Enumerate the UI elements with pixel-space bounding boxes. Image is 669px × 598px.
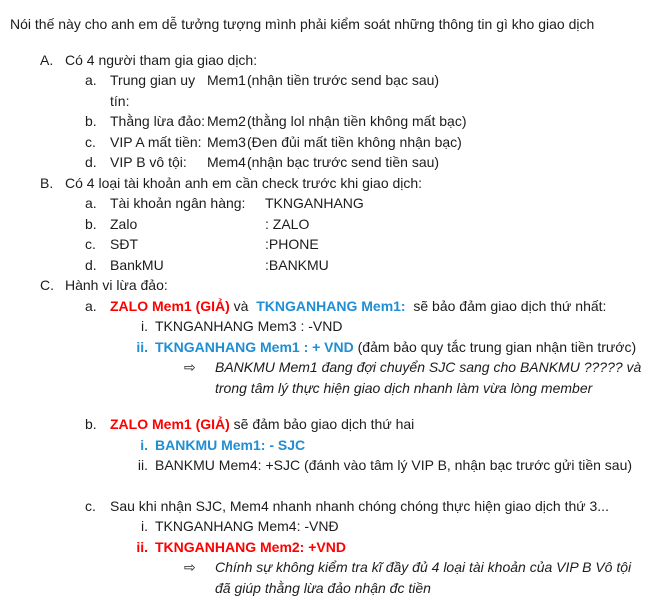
transaction-line-highlight: BANKMU Mem1: - SJC bbox=[155, 436, 306, 453]
list-item bbox=[0, 255, 669, 276]
list-marker: c. bbox=[85, 133, 96, 150]
item-note: (nhận bạc trước send tiền sau) bbox=[247, 154, 440, 170]
callout bbox=[0, 557, 669, 598]
list-marker: d. bbox=[85, 256, 97, 273]
list-marker: a. bbox=[85, 72, 97, 88]
heading-text: Sau khi nhận SJC, Mem4 nhanh nhanh chóng chóng thực hiện giao dịch thứ 3... bbox=[110, 497, 609, 514]
list-marker: b. bbox=[85, 113, 97, 129]
zalo-fake-label: ZALO Mem1 (GIẢ) bbox=[110, 416, 230, 432]
list-marker: a. bbox=[85, 195, 97, 211]
list-marker: c. bbox=[85, 236, 96, 252]
account-value: TKNGANHANG bbox=[265, 195, 364, 211]
list-marker: A. bbox=[40, 51, 54, 68]
list-marker: i. bbox=[141, 518, 148, 534]
item-label: Trung gian uy tín: bbox=[110, 72, 199, 109]
section-c-heading bbox=[0, 275, 669, 296]
callout-text: BANKMU Mem1 đang đợi chuyển SJC sang cho BANKMU ????? và trong tâm lý thực hiện giao dịch nhanh làm vừa lòng member bbox=[215, 359, 646, 396]
list-item bbox=[0, 234, 669, 255]
section-title: Có 4 loại tài khoản anh em cần check trước khi giao dịch: bbox=[65, 174, 423, 191]
list-marker: b. bbox=[85, 416, 97, 432]
callout bbox=[0, 357, 669, 398]
list-marker: ii. bbox=[136, 338, 148, 355]
list-marker: c. bbox=[85, 497, 96, 514]
item-member: Mem3 bbox=[207, 133, 246, 150]
list-marker: ii. bbox=[136, 538, 148, 555]
sub-item bbox=[0, 516, 669, 537]
fraud-step-b bbox=[0, 414, 669, 435]
zalo-fake-label: ZALO Mem1 (GIẢ) bbox=[110, 297, 230, 314]
account-value: : ZALO bbox=[265, 215, 310, 232]
section-a-heading bbox=[0, 50, 669, 71]
sub-item bbox=[0, 537, 669, 558]
section-title: Có 4 người tham gia giao dịch: bbox=[65, 51, 258, 68]
section-b-heading bbox=[0, 173, 669, 194]
sub-item bbox=[0, 316, 669, 337]
list-marker: b. bbox=[85, 215, 97, 232]
fraud-step-c bbox=[0, 496, 669, 517]
item-note: (Đen đủi mất tiền không nhận bạc) bbox=[247, 133, 462, 150]
connector-text: và bbox=[229, 297, 257, 314]
item-label: VIP A mất tiền: bbox=[110, 133, 202, 150]
transaction-line: BANKMU Mem4: +SJC (đánh vào tâm lý VIP B, nhận bạc trước gửi tiền sau) bbox=[155, 457, 633, 473]
right-arrow-icon: ⇨ bbox=[184, 559, 196, 575]
item-note: (thằng lol nhận tiền không mất bạc) bbox=[247, 113, 467, 129]
transaction-line: TKNGANHANG Mem4: -VNĐ bbox=[155, 518, 339, 534]
transaction-line: TKNGANHANG Mem3 : -VND bbox=[155, 318, 343, 334]
sub-item bbox=[0, 455, 669, 476]
account-label: Tài khoản ngân hàng: bbox=[110, 195, 246, 211]
heading-rest: sẽ đảm bảo giao dịch thứ hai bbox=[229, 416, 415, 432]
item-member: Mem1 bbox=[207, 72, 246, 88]
list-marker: i. bbox=[140, 436, 148, 453]
intro-paragraph: Nói thế này cho anh em dễ tưởng tượng mình phải kiểm soát những thông tin gì kho giao dịch bbox=[10, 16, 595, 32]
sub-item bbox=[0, 435, 669, 456]
item-label: VIP B vô tội: bbox=[110, 154, 187, 170]
tknganhang-label: TKNGANHANG Mem1: bbox=[256, 297, 406, 314]
list-item bbox=[0, 193, 669, 214]
list-marker: C. bbox=[40, 277, 54, 293]
account-value: :PHONE bbox=[265, 236, 319, 252]
transaction-line-highlight: TKNGANHANG Mem1 : + VND bbox=[155, 338, 358, 355]
fraud-step-a bbox=[0, 296, 669, 317]
list-item bbox=[0, 70, 669, 111]
sub-item bbox=[0, 337, 669, 358]
account-label: BankMU bbox=[110, 256, 164, 273]
item-label: Thằng lừa đảo: bbox=[110, 113, 205, 129]
item-member: Mem4 bbox=[207, 154, 246, 170]
transaction-line-highlight: TKNGANHANG Mem2: +VND bbox=[155, 538, 346, 555]
transaction-line-note: (đảm bảo quy tắc trung gian nhận tiền trước) bbox=[357, 338, 637, 355]
list-item bbox=[0, 111, 669, 132]
right-arrow-icon: ⇨ bbox=[184, 359, 196, 375]
list-item bbox=[0, 152, 669, 173]
list-marker: B. bbox=[40, 174, 54, 191]
account-label: SĐT bbox=[110, 236, 138, 252]
heading-rest: sẽ bảo đảm giao dịch thứ nhất: bbox=[405, 297, 607, 314]
item-note: (nhận tiền trước send bạc sau) bbox=[247, 72, 440, 88]
list-marker: a. bbox=[85, 297, 97, 314]
account-label: Zalo bbox=[110, 215, 138, 232]
list-item bbox=[0, 214, 669, 235]
account-value: :BANKMU bbox=[265, 256, 329, 273]
list-marker: ii. bbox=[137, 457, 148, 473]
list-item bbox=[0, 132, 669, 153]
list-marker: i. bbox=[141, 318, 148, 334]
item-member: Mem2 bbox=[207, 113, 246, 129]
callout-text: Chính sự không kiểm tra kĩ đầy đủ 4 loại tài khoản của VIP B Vô tội đã giúp thằng lừa đảo nhận đc tiền bbox=[215, 559, 636, 596]
section-title: Hành vi lừa đảo: bbox=[65, 277, 168, 293]
list-marker: d. bbox=[85, 154, 97, 170]
